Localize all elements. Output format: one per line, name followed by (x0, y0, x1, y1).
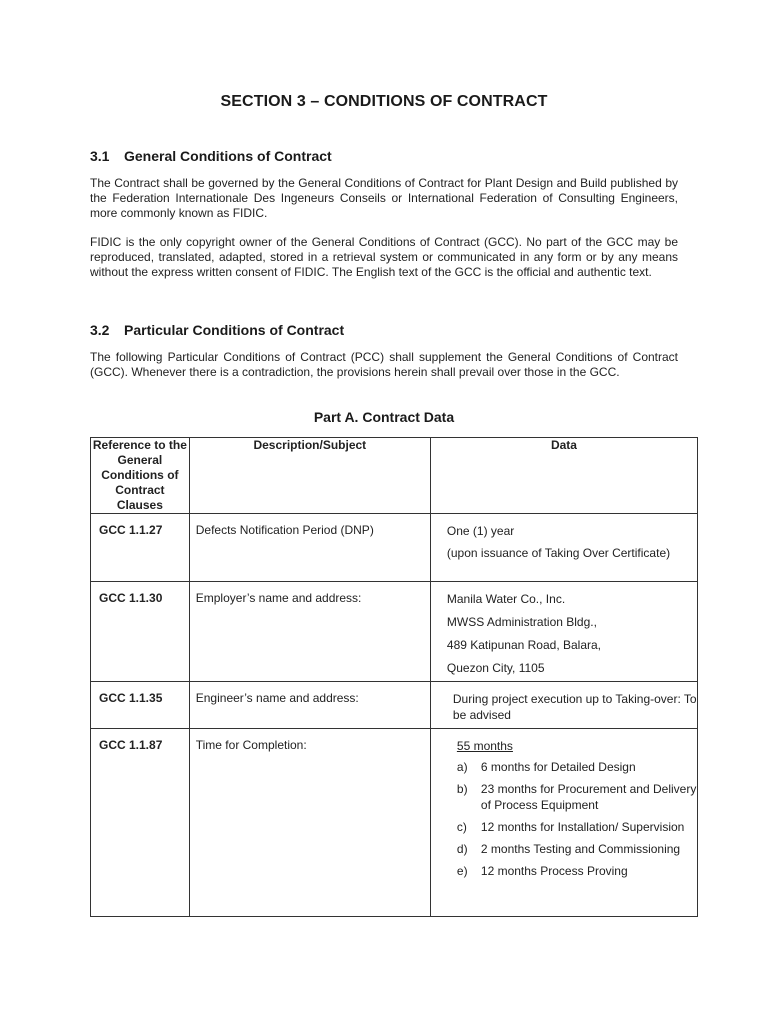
completion-breakdown-list (457, 759, 697, 879)
row-description: Engineer’s name and address: (189, 682, 430, 729)
heading-3-1-title: General Conditions of Contract (124, 148, 332, 164)
heading-3-1-number: 3.1 (90, 148, 110, 164)
paragraph-3-1-governing: The Contract shall be governed by the General Conditions of Contract for Plant Design and Build published by the Federation Internationale Des Ingeneurs Conseils or International Federation of Consulting Engineers, more commonly known as FIDIC. (90, 176, 678, 220)
data-line: During project execution up to Taking-over: To be advised (452, 692, 697, 722)
list-marker: b) (456, 782, 468, 796)
table-row (91, 682, 698, 729)
list-item-text: 12 months Process Proving (480, 864, 628, 878)
paragraph-3-1-copyright: FIDIC is the only copyright owner of the General Conditions of Contract (GCC). No part of the GCC may be reproduced, translated, adapted, stored in a retrieval system or communicated in any form or by any means without the express written consent of FIDIC. The English text of the GCC is the official and authentic text. (90, 235, 678, 279)
data-line: MWSS Administration Bldg., (446, 615, 597, 629)
row-description: Defects Notification Period (DNP) (189, 514, 430, 582)
paragraph-3-2-supplement: The following Particular Conditions of Contract (PCC) shall supplement the General Conditions of Contract (GCC). Whenever there is a contradiction, the provisions herein shall prevail over those in the GCC. (90, 350, 678, 379)
heading-3-1 (90, 148, 332, 164)
list-item-text: 2 months Testing and Commissioning (480, 842, 681, 856)
section-title: SECTION 3 – CONDITIONS OF CONTRACT (220, 93, 548, 110)
header-data: Data (430, 438, 697, 514)
heading-3-2-title: Particular Conditions of Contract (124, 322, 345, 338)
data-line: Manila Water Co., Inc. (446, 592, 566, 606)
row-data (430, 729, 697, 917)
list-marker: e) (456, 864, 468, 878)
list-item (457, 841, 697, 857)
contract-data-table (90, 437, 698, 917)
row-data (430, 582, 697, 682)
row-data (430, 682, 697, 729)
list-item (457, 759, 697, 775)
row-reference: GCC 1.1.27 (91, 514, 190, 582)
list-item-text: 23 months for Procurement and Delivery of Process Equipment (480, 782, 697, 812)
table-row (91, 514, 698, 582)
row-data (430, 514, 697, 582)
heading-3-2 (90, 322, 344, 338)
row-reference: GCC 1.1.35 (91, 682, 190, 729)
list-item (457, 819, 697, 835)
data-line: (upon issuance of Taking Over Certificate) (446, 546, 671, 560)
data-line: One (1) year (446, 524, 515, 538)
list-marker: d) (456, 842, 468, 856)
list-marker: c) (456, 820, 467, 834)
heading-3-2-number: 3.2 (90, 322, 110, 338)
header-reference: Reference to the General Conditions of Contract Clauses (91, 438, 190, 514)
time-for-completion-total: 55 months (456, 739, 513, 753)
table-header-row (91, 438, 698, 514)
data-line: Quezon City, 1105 (446, 661, 545, 675)
list-item-text: 6 months for Detailed Design (480, 760, 636, 774)
part-a-title: Part A. Contract Data (313, 409, 455, 425)
list-item (457, 863, 697, 879)
data-line: 489 Katipunan Road, Balara, (446, 638, 602, 652)
header-description: Description/Subject (189, 438, 430, 514)
row-reference: GCC 1.1.87 (91, 729, 190, 917)
row-description: Employer’s name and address: (189, 582, 430, 682)
list-item (457, 781, 697, 813)
table-row (91, 729, 698, 917)
table-row (91, 582, 698, 682)
row-description: Time for Completion: (189, 729, 430, 917)
list-marker: a) (456, 760, 468, 774)
row-reference: GCC 1.1.30 (91, 582, 190, 682)
list-item-text: 12 months for Installation/ Supervision (480, 820, 685, 834)
